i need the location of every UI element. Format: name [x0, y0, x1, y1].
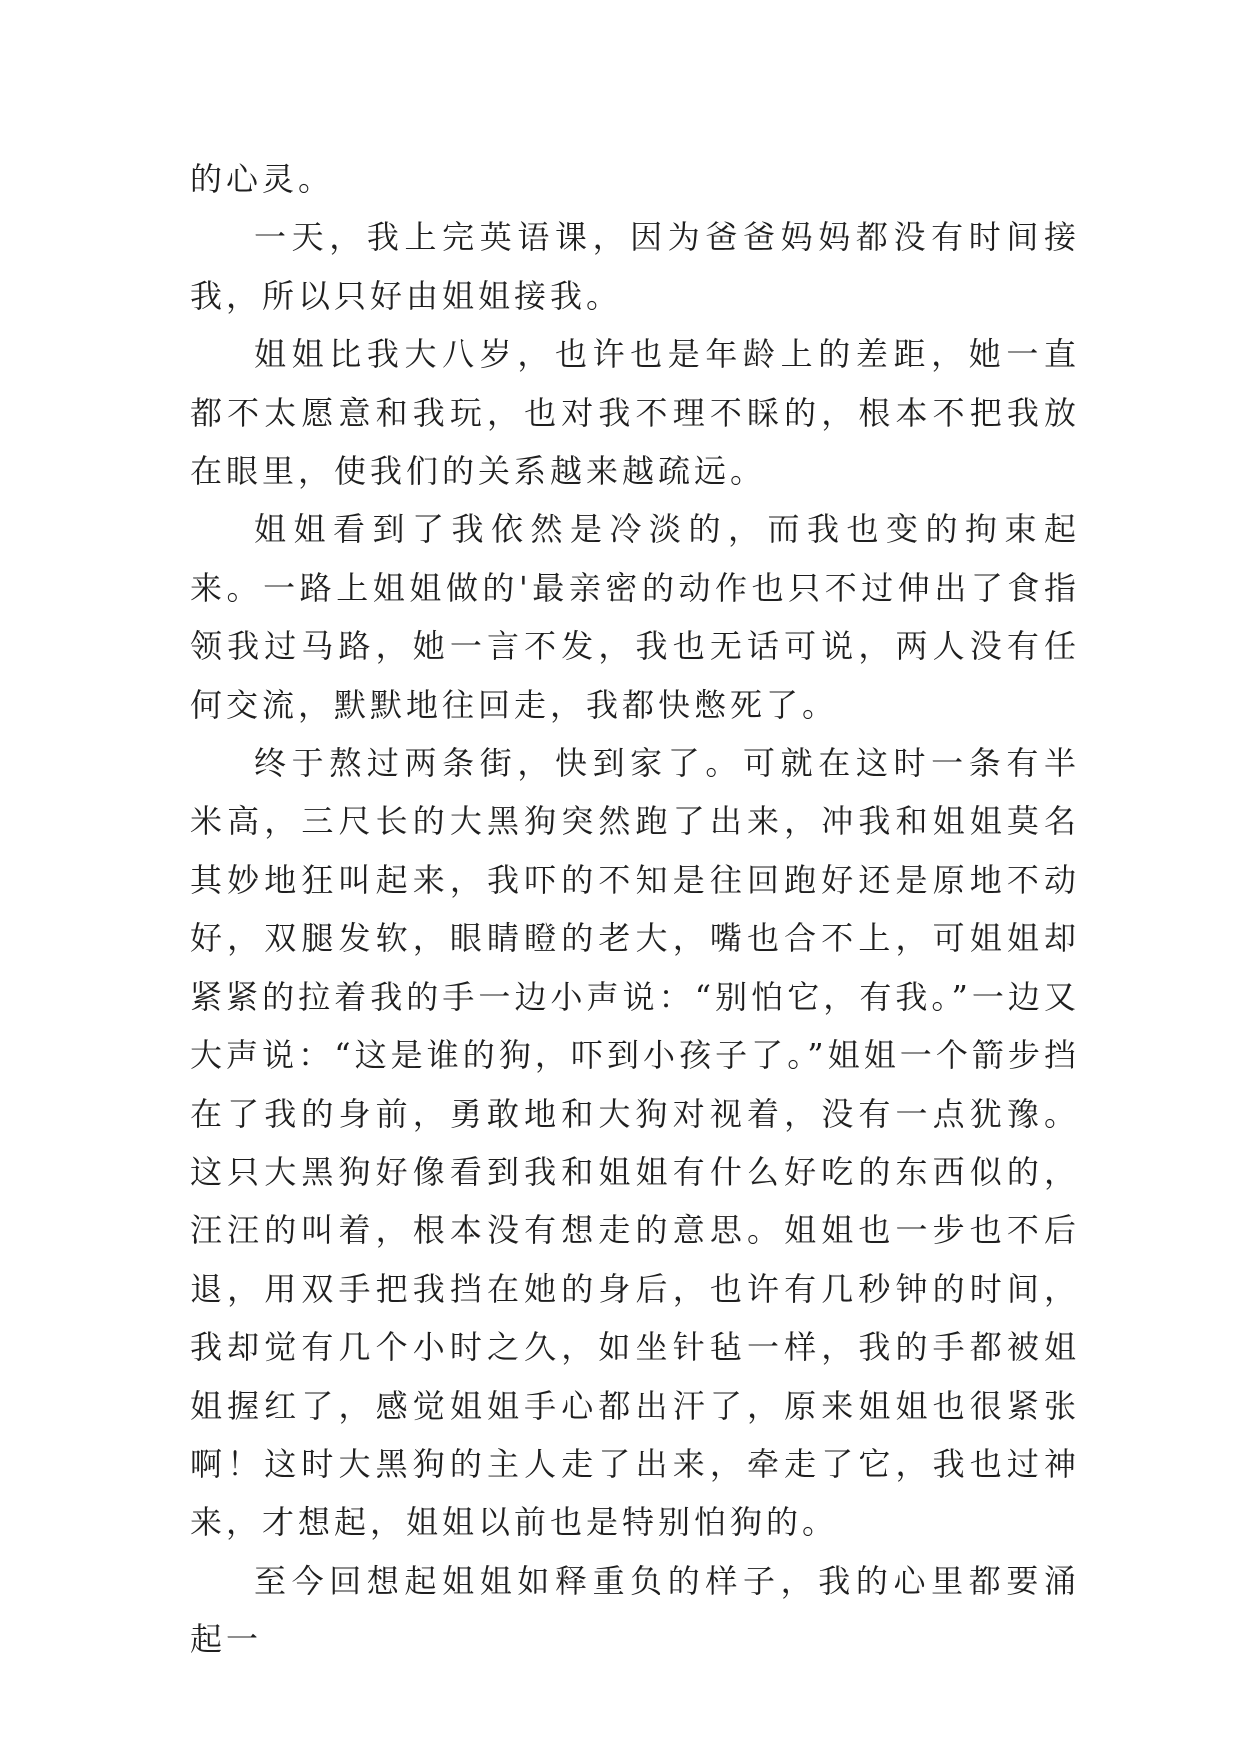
paragraph-5: 终于熬过两条街，快到家了。可就在这时一条有半米高，三尺长的大黑狗突然跑了出来，冲我和姐姐莫名其妙地狂叫起来，我吓的不知是往回跑好还是原地不动好，双腿发软，眼睛瞪的老大，嘴也合不上，可姐姐却紧紧的拉着我的手一边小声说：“别怕它，有我。”一边又大声说：“这是谁的狗，吓到小孩子了。”姐姐一个箭步挡在了我的身前，勇敢地和大狗对视着，没有一点犹豫。这只大黑狗好像看到我和姐姐有什么好吃的东西似的，汪汪的叫着，根本没有想走的意思。姐姐也一步也不后退，用双手把我挡在她的身后，也许有几秒钟的时间，我却觉有几个小时之久，如坐针毡一样，我的手都被姐姐握红了，感觉姐姐手心都出汗了，原来姐姐也很紧张啊！这时大黑狗的主人走了出来，牵走了它，我也过神来，才想起，姐姐以前也是特别怕狗的。 — [190, 744, 1080, 1542]
paragraph-3: 姐姐比我大八岁，也许也是年龄上的差距，她一直都不太愿意和我玩，也对我不理不睬的，根本不把我放在眼里，使我们的关系越来越疏远。 — [190, 335, 1080, 491]
paragraph-4: 姐姐看到了我依然是冷淡的，而我也变的拘束起来。一路上姐姐做的'最亲密的动作也只不过伸出了食指领我过马路，她一言不发，我也无话可说，两人没有任何交流，默默地往回走，我都快憋死了。 — [190, 510, 1080, 724]
paragraph-2: 一天，我上完英语课，因为爸爸妈妈都没有时间接我，所以只好由姐姐接我。 — [190, 218, 1080, 315]
paragraph-1: 的心灵。 — [190, 160, 335, 198]
body-text — [190, 150, 1080, 1669]
paragraph-6: 至今回想起姐姐如释重负的样子，我的心里都要涌起一 — [190, 1561, 1080, 1659]
